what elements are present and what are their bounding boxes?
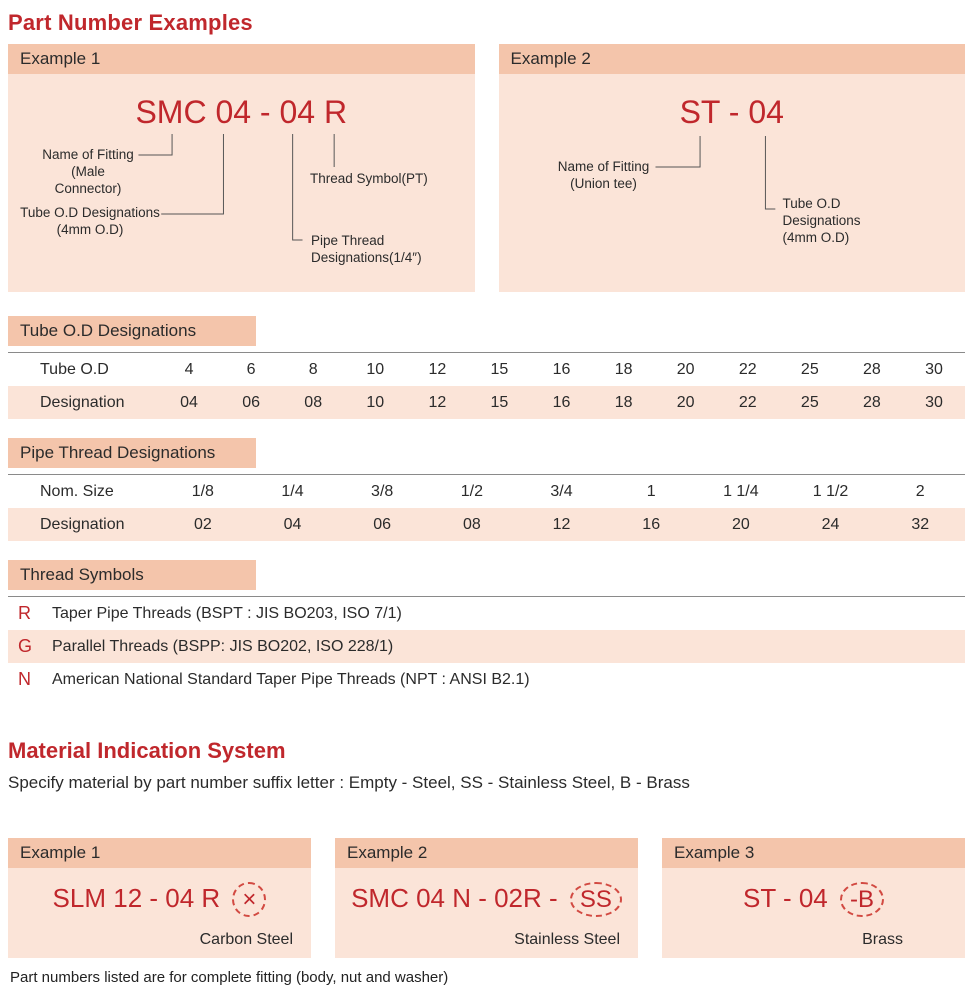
example1-box (8, 44, 475, 292)
label-line: Pipe Thread (311, 233, 385, 248)
thread-symbol-row (8, 597, 965, 630)
label-line: Name of Fitting (557, 159, 650, 174)
thread-symbol-row (8, 663, 965, 696)
part-number-text: ST - 04 (742, 883, 828, 913)
table-cell: 22 (738, 393, 757, 411)
table-cell: 12 (552, 515, 571, 533)
thread-symbol-letter: R (18, 603, 31, 623)
material-example2-box (335, 838, 638, 958)
label-line: Tube O.D Designations (20, 205, 160, 220)
suffix-circle: SS (570, 882, 622, 917)
label-line: Designations (782, 212, 861, 228)
row-label: Designation (40, 393, 125, 411)
label-line: Designations(1/4″) (311, 249, 422, 265)
thread-symbol-desc: American National Standard Taper Pipe Threads (NPT : ANSI B2.1) (52, 670, 530, 688)
table-cell: 4 (184, 360, 194, 378)
example2-header: Example 2 (499, 44, 966, 74)
label-line: (Union tee) (570, 175, 637, 191)
table-cell: 08 (462, 515, 481, 533)
material-example1-header: Example 1 (8, 838, 311, 868)
pipe-thread-section (8, 438, 965, 541)
table-cell: 1 (646, 482, 656, 500)
page-title: Part Number Examples (8, 10, 253, 35)
table-cell: 16 (642, 515, 661, 533)
tube-od-label (14, 205, 166, 239)
example2-diagram (499, 74, 966, 292)
part-number-examples (8, 44, 965, 292)
material-example2-panel (335, 868, 638, 958)
row-label: Nom. Size (40, 482, 114, 500)
table-row (8, 475, 965, 508)
table-cell: 10 (366, 393, 385, 411)
label-line: (Male Connector) (54, 163, 122, 196)
thread-symbol-letter: N (18, 669, 31, 689)
material-section-title: Material Indication System (8, 738, 286, 763)
material-example2-header: Example 2 (335, 838, 638, 868)
material-section-subtitle: Specify material by part number suffix letter : Empty - Steel, SS - Stainless Steel, B - Brass (8, 773, 690, 792)
example1-diagram (8, 74, 475, 292)
label-line: (4mm O.D) (56, 221, 124, 237)
table-row (8, 508, 965, 541)
material-example3-panel (662, 868, 965, 958)
table-cell: 18 (614, 393, 633, 411)
table-cell: 12 (428, 360, 447, 378)
table-cell: 6 (246, 360, 256, 378)
table-cell: 1 1/4 (723, 482, 759, 500)
row-label: Designation (40, 515, 125, 533)
tube-od-table (8, 352, 965, 419)
table-cell: 25 (800, 393, 819, 411)
table-cell: 3/8 (371, 482, 394, 500)
table-cell: 04 (180, 393, 198, 411)
part-number-text: SMC 04 N - 02R - (351, 883, 558, 913)
thread-symbol-row (8, 630, 965, 663)
table-cell: 15 (490, 360, 509, 378)
table-cell: 20 (676, 360, 695, 378)
table-cell: 1/2 (460, 482, 483, 500)
tube-od-label (783, 196, 861, 247)
footnote: Part numbers listed are for complete fitting (body, nut and washer) (10, 969, 449, 986)
table-cell: 28 (863, 360, 881, 378)
material-example1-box (8, 838, 311, 958)
thread-symbol-desc: Parallel Threads (BSPP: JIS BO202, ISO 228/1) (52, 637, 394, 655)
table-cell: 02 (193, 515, 212, 533)
table-cell: 18 (614, 360, 633, 378)
thread-symbols-list (8, 596, 965, 696)
table-cell: 06 (242, 393, 261, 411)
material-example3-part (662, 882, 965, 917)
pipe-thread-table (8, 474, 965, 541)
suffix-circle: × (232, 882, 266, 917)
suffix-circle: -B (840, 882, 884, 917)
thread-symbol-desc: Taper Pipe Threads (BSPT : JIS BO203, ISO 7/1) (52, 604, 402, 622)
table-cell: 08 (304, 393, 323, 411)
table-cell: 04 (283, 515, 302, 533)
material-caption: Stainless Steel (514, 931, 620, 948)
material-example1-part (8, 882, 311, 917)
pipe-thread-label (311, 233, 422, 267)
table-cell: 30 (925, 360, 943, 378)
thread-symbols-section (8, 560, 965, 696)
table-cell: 8 (308, 360, 318, 378)
table-cell: 28 (863, 393, 881, 411)
table-row (8, 386, 965, 419)
row-label: Tube O.D (40, 360, 109, 378)
part-number-text: SLM 12 - 04 R (52, 883, 221, 913)
thread-symbol-letter: G (18, 636, 33, 656)
material-example3-box (662, 838, 965, 958)
tube-od-section (8, 316, 965, 419)
thread-symbols-section-header: Thread Symbols (8, 560, 256, 590)
table-cell: 24 (821, 515, 840, 533)
table-cell: 1/8 (191, 482, 214, 500)
table-cell: 16 (552, 360, 571, 378)
example2-part-number: ST - 04 (679, 94, 784, 130)
tube-od-section-header: Tube O.D Designations (8, 316, 256, 346)
thread-symbol-label: Thread Symbol(PT) (310, 171, 428, 186)
material-caption: Carbon Steel (199, 931, 293, 948)
table-cell: 06 (373, 515, 392, 533)
label-line: Tube O.D (782, 196, 841, 211)
name-of-fitting-label (36, 147, 140, 198)
table-cell: 10 (366, 360, 385, 378)
table-cell: 3/4 (550, 482, 573, 500)
example1-header: Example 1 (8, 44, 475, 74)
table-cell: 15 (490, 393, 509, 411)
table-cell: 16 (552, 393, 571, 411)
example1-part-number: SMC 04 - 04 R (135, 94, 348, 130)
label-line: Name of Fitting (42, 147, 134, 162)
table-cell: 1/4 (281, 482, 304, 500)
table-cell: 12 (428, 393, 447, 411)
table-cell: 32 (911, 515, 930, 533)
label-line: (4mm O.D) (782, 229, 850, 245)
table-row (8, 353, 965, 386)
material-caption: Brass (862, 931, 903, 948)
name-of-fitting-label (552, 159, 656, 193)
material-example1-panel (8, 868, 311, 958)
material-example2-part (335, 882, 638, 917)
pipe-thread-section-header: Pipe Thread Designations (8, 438, 256, 468)
table-cell: 20 (676, 393, 695, 411)
table-cell: 30 (925, 393, 943, 411)
material-examples (8, 838, 965, 958)
table-cell: 22 (738, 360, 757, 378)
table-cell: 25 (800, 360, 819, 378)
table-cell: 20 (731, 515, 750, 533)
table-cell: 1 1/2 (812, 482, 849, 500)
table-cell: 2 (915, 482, 925, 500)
example2-box (499, 44, 966, 292)
material-example3-header: Example 3 (662, 838, 965, 868)
